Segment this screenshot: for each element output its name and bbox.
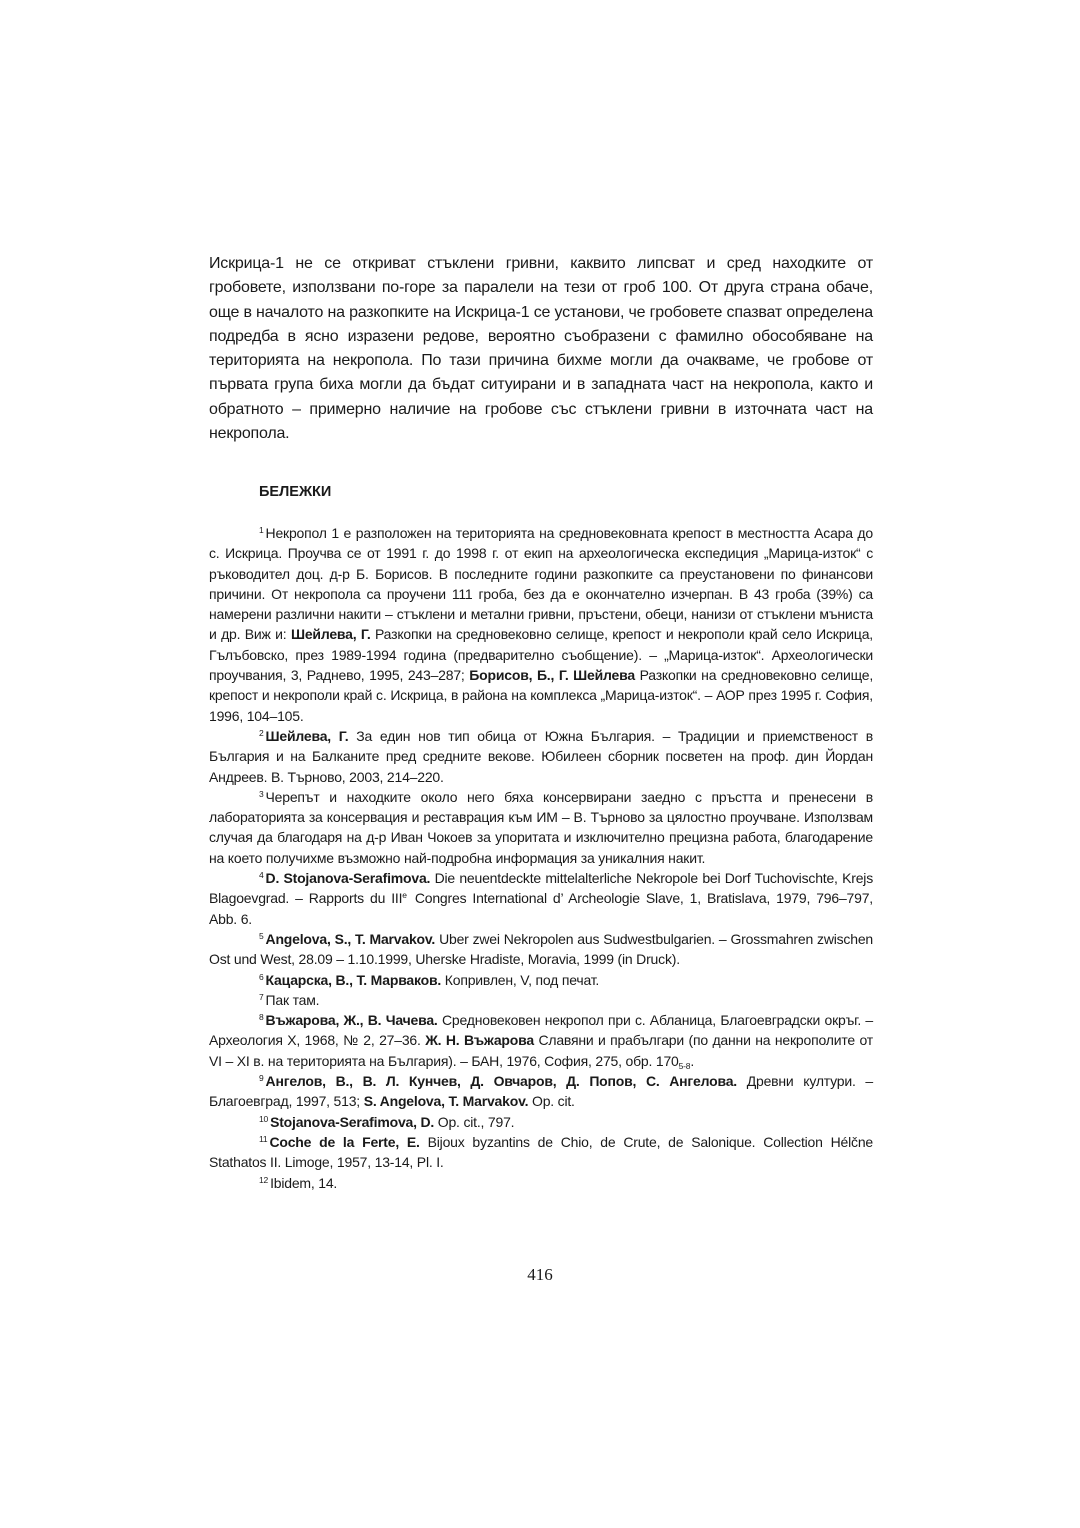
footnote-number: 10 bbox=[259, 1113, 269, 1124]
superscript: e bbox=[402, 890, 407, 901]
body-paragraph: Искрица-1 не се откриват стъклени гривни, каквито липсват и сред находките от гробовете, използвани по-горе за паралели на тези от гроб 100. От друга страна обаче, още в началото на разкопките на Искрица-1 се установи, че гробовете спазват определена подредба в ясно изразени редове, вероятно съобразени с фамилно обособяване на територията на некропола. По тази причина бихме могли да очакваме, че гробове от първата група биха могли да бъдат ситуирани и в западната част на некропола, както и обратното – примерно наличие на гробове със стъклени гривни в източната част на некропола. bbox=[209, 255, 873, 443]
footnote-author: Кацарска, В., Т. Марваков. bbox=[265, 971, 442, 988]
footnote-number: 4 bbox=[259, 870, 264, 881]
footnote-author: S. Angelova, T. Marvakov. bbox=[363, 1093, 529, 1110]
footnote-text: Копривлен, V, под печат. bbox=[441, 971, 600, 988]
footnote-5 bbox=[209, 929, 873, 970]
footnote-author: Шейлева, Г. bbox=[290, 626, 371, 643]
footnote-text: . bbox=[690, 1052, 695, 1069]
footnote-text: Некропол 1 е разположен на територията на средновековната крепост в местността Асара до с. Искрица. Проучва се от 1991 г. до 1998 г. от екип на археологическа експедиция „Марица-изток“ с ръководител доц. д-р Б. Борисов. В последните години разкопките са преустановени по финансови причини. От некропола са проучени 111 гроба, без да е окончателно изчерпан. В 43 гроба (39%) са намерени различни накити – стъклени и метални гривни, пръстени, обеци, нанизи от стъклени мъниста и др. Виж и: bbox=[209, 525, 873, 643]
footnote-author: Coche de la Ferte, E. bbox=[269, 1133, 420, 1150]
footnote-10 bbox=[209, 1112, 873, 1132]
footnote-12 bbox=[209, 1173, 873, 1193]
footnote-text: Op. cit. bbox=[528, 1093, 575, 1110]
page-number: 416 bbox=[527, 1265, 553, 1284]
footnote-number: 1 bbox=[259, 525, 264, 535]
footnote-11 bbox=[209, 1132, 873, 1173]
footnote-text: Разкопки на средновековно селище, крепост и некрополи край с. Искрица, в района на комплекса „Марица-изток“. – АОР през 1995 г. София, 1996, 104–105. bbox=[209, 667, 874, 724]
footnote-3 bbox=[209, 787, 873, 868]
footnote-number: 9 bbox=[259, 1073, 264, 1084]
footnote-text: Славяни и прабългари (по данни на некрополите от VI – XI в. на територията на България). – БАН, 1976, София, 275, обр. 170 bbox=[209, 1032, 873, 1069]
footnote-6 bbox=[209, 970, 873, 990]
footnote-text: Bijoux byzantins de Chio, de Crute, de Salonique. Collection Hélčne Stathatos II. Limoge, 1957, 13-14, Pl. I. bbox=[209, 1133, 873, 1171]
subscript: 5-8 bbox=[678, 1060, 691, 1071]
footnote-text: Die neuentdeckte mittelalterliche Nekropole bei Dorf Tuchovischte, Krejs Blagoevgrad. – Rapports du III bbox=[209, 870, 873, 907]
footnote-text: Средновековен некропол при с. Абланица, Благоевградски окръг. – Археология Х, 1968, № 2, 27–36. bbox=[209, 1012, 873, 1049]
footnote-4 bbox=[209, 868, 873, 929]
footnote-number: 11 bbox=[259, 1133, 268, 1144]
footnote-number: 3 bbox=[259, 788, 264, 799]
footnote-author: Ангелов, В., В. Л. Кунчев, Д. Овчаров, Д. Попов, С. Ангелова. bbox=[265, 1073, 737, 1090]
footnote-number: 2 bbox=[259, 727, 264, 738]
footnote-author: Шейлева, Г. bbox=[265, 727, 349, 744]
footnote-text: Черепът и находките около него бяха консервирани заедно с пръстта и пренесени в лабораторията за консервация и реставрация към ИМ – В. Търново за цялостно проучване. Използвам случая да благодаря на д-р Иван Чокоев за упоритата и изключително прецизна работа, благодарение на което получихме възможно най-подробна информация за уникалния накит. bbox=[209, 788, 873, 866]
footnote-number: 8 bbox=[259, 1012, 264, 1023]
footnote-text: Op. cit., 797. bbox=[434, 1113, 515, 1130]
footnote-number: 7 bbox=[259, 991, 264, 1002]
footnote-author: Angelova, S., T. Marvakov. bbox=[265, 930, 436, 947]
footnote-text: Разкопки на средновековно селище, крепост и некрополи край село Искрица, Гълъбовско, през 1989-1994 година (предварително съобщение). – „Марица-изток“. Археологически проучвания, 3, Раднево, 1995, 243–287; bbox=[209, 626, 873, 684]
footnote-9 bbox=[209, 1071, 873, 1112]
footnote-author: Stojanova-Serafimova, D. bbox=[270, 1113, 435, 1130]
footnote-text: Congres International d’ Archeologie Slave, 1, Bratislava, 1979, 796–797, Abb. 6. bbox=[209, 890, 873, 927]
footnote-1 bbox=[209, 523, 873, 726]
footnote-8 bbox=[209, 1010, 873, 1071]
footnote-number: 5 bbox=[259, 930, 264, 941]
footnote-text: Древни култури. – Благоевград, 1997, 513; bbox=[209, 1073, 873, 1110]
notes-heading: БЕЛЕЖКИ bbox=[259, 484, 332, 500]
footnote-number: 12 bbox=[259, 1174, 269, 1185]
footnote-text: За един нов тип обица от Южна България. – Традиции и приемственост в България и на Балканите пред средните векове. Юбилеен сборник посветен на проф. дин Йордан Андреев. В. Търново, 2003, 214–220. bbox=[209, 727, 873, 785]
footnote-text: Ibidem, 14. bbox=[270, 1174, 338, 1191]
footnote-7 bbox=[209, 990, 873, 1010]
footnote-text: Пак там. bbox=[265, 991, 320, 1008]
footnote-author: Борисов, Б., Г. Шейлева bbox=[469, 667, 635, 684]
footnote-author: Ж. Н. Въжарова bbox=[425, 1032, 534, 1049]
footnote-number: 6 bbox=[259, 971, 264, 982]
footnote-author: D. Stojanova-Serafimova. bbox=[265, 870, 431, 887]
footnote-author: Въжарова, Ж., В. Чачева. bbox=[265, 1012, 438, 1029]
footnotes bbox=[209, 523, 873, 1193]
footnote-2 bbox=[209, 726, 873, 787]
footnote-text: Uber zwei Nekropolen aus Sudwestbulgarien. – Grossmahren zwischen Ost und West, 28.09 – 1.10.1999, Uherske Hradiste, Moravia, 1999 (in Druck). bbox=[209, 930, 873, 968]
body-text bbox=[209, 252, 873, 446]
